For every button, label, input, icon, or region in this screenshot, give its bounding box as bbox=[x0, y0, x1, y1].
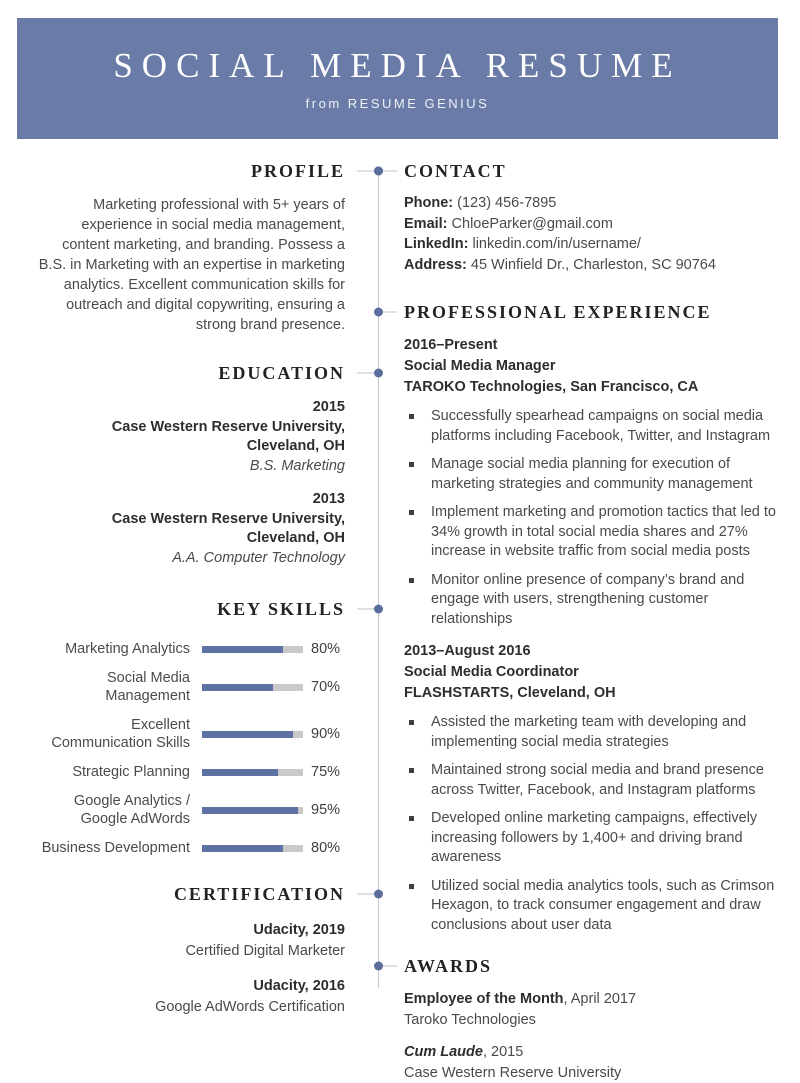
skill-percent: 70% bbox=[311, 679, 345, 695]
timeline-connector bbox=[357, 890, 383, 899]
skill-percent: 80% bbox=[311, 641, 345, 657]
job-bullet bbox=[404, 713, 780, 752]
award-item bbox=[404, 1042, 780, 1083]
education-school: Case Western Reserve University, Cleveland, OH bbox=[110, 418, 345, 457]
connector-dash bbox=[357, 171, 374, 172]
timeline-dot bbox=[374, 962, 383, 971]
certification-name: Google AdWords Certification bbox=[35, 997, 345, 1018]
skill-row bbox=[35, 669, 345, 705]
bullet-square-icon bbox=[409, 462, 414, 467]
job-bullet bbox=[404, 877, 780, 936]
job-title: Social Media Coordinator bbox=[404, 662, 780, 683]
education-degree: A.A. Computer Technology bbox=[35, 549, 345, 569]
contact-phone bbox=[404, 193, 780, 214]
skill-bar-track bbox=[202, 769, 303, 776]
certification-heading: CERTIFICATION bbox=[35, 883, 345, 905]
contact-address bbox=[404, 255, 780, 276]
certification-item bbox=[35, 920, 345, 961]
awards-heading: AWARDS bbox=[404, 955, 780, 977]
certification-name: Certified Digital Marketer bbox=[35, 941, 345, 962]
bullet-text: Maintained strong social media and brand presence across Twitter, Facebook, and Instagram platforms bbox=[431, 762, 764, 798]
contact-label: Phone: bbox=[404, 195, 453, 211]
job-bullet bbox=[404, 407, 780, 446]
skill-row bbox=[35, 640, 345, 658]
certification-item bbox=[35, 976, 345, 1017]
bullet-text: Manage social media planning for execution of marketing strategies and community management bbox=[431, 456, 753, 492]
award-title: Cum Laude bbox=[404, 1044, 483, 1060]
skill-label: Marketing Analytics bbox=[35, 640, 190, 658]
job-period: 2013–August 2016 bbox=[404, 641, 780, 662]
section-contact-heading bbox=[404, 160, 780, 182]
skill-bar-track bbox=[202, 646, 303, 653]
skill-bar-track bbox=[202, 845, 303, 852]
bullet-square-icon bbox=[409, 510, 414, 515]
contact-linkedin bbox=[404, 234, 780, 255]
timeline-dot bbox=[374, 890, 383, 899]
award-item bbox=[404, 989, 780, 1030]
bullet-text: Developed online marketing campaigns, effectively increasing followers by 1,400+ and driving brand awareness bbox=[431, 810, 757, 865]
skills-bar-chart bbox=[35, 640, 345, 857]
education-heading: EDUCATION bbox=[35, 362, 345, 384]
skill-label: Strategic Planning bbox=[35, 763, 190, 781]
timeline-gutter bbox=[345, 160, 404, 1083]
contact-list bbox=[404, 193, 780, 275]
job-bullet bbox=[404, 809, 780, 868]
job-bullet bbox=[404, 455, 780, 494]
timeline-connector bbox=[374, 167, 397, 176]
job-header bbox=[404, 335, 780, 398]
award-date: , April 2017 bbox=[564, 991, 637, 1007]
education-year: 2013 bbox=[35, 490, 345, 510]
job-company: TAROKO Technologies, San Francisco, CA bbox=[404, 377, 780, 398]
skill-bar-fill bbox=[202, 646, 283, 653]
skill-label: Google Analytics / Google AdWords bbox=[35, 792, 190, 828]
skill-bar-fill bbox=[202, 769, 278, 776]
skill-bar-fill bbox=[202, 684, 273, 691]
skill-row bbox=[35, 839, 345, 857]
right-column bbox=[404, 160, 780, 1083]
bullet-square-icon bbox=[409, 884, 414, 889]
contact-value: 45 Winfield Dr., Charleston, SC 90764 bbox=[467, 257, 716, 273]
bullet-text: Utilized social media analytics tools, such as Crimson Hexagon, to track consumer engagement and draw conclusions about user data bbox=[431, 878, 774, 933]
bullet-text: Monitor online presence of company’s brand and engage with users, strengthening customer relationships bbox=[431, 572, 744, 627]
bullet-square-icon bbox=[409, 578, 414, 583]
profile-text: Marketing professional with 5+ years of experience in social media management, content marketing, and branding. Possess a B.S. in Marketing with an expertise in marketing analytics. Excellent communication skills for outreach and digital copywriting, ensuring a strong brand presence. bbox=[35, 195, 345, 335]
skill-percent: 95% bbox=[311, 802, 345, 818]
section-awards-heading bbox=[404, 955, 780, 977]
award-date: , 2015 bbox=[483, 1044, 523, 1060]
skill-label: Social Media Management bbox=[35, 669, 190, 705]
contact-heading: CONTACT bbox=[404, 160, 780, 182]
page-title: SOCIAL MEDIA RESUME bbox=[113, 46, 681, 86]
education-item bbox=[35, 398, 345, 476]
contact-value: ChloeParker@gmail.com bbox=[448, 216, 613, 232]
skill-row bbox=[35, 792, 345, 828]
skill-percent: 80% bbox=[311, 840, 345, 856]
header-banner bbox=[17, 18, 778, 139]
contact-label: Email: bbox=[404, 216, 448, 232]
job-title: Social Media Manager bbox=[404, 356, 780, 377]
connector-dash bbox=[383, 171, 397, 172]
skill-row bbox=[35, 716, 345, 752]
contact-value: (123) 456-7895 bbox=[453, 195, 556, 211]
contact-label: Address: bbox=[404, 257, 467, 273]
section-profile-heading bbox=[35, 160, 345, 182]
connector-dash bbox=[357, 609, 374, 610]
connector-dash bbox=[357, 373, 374, 374]
award-org: Case Western Reserve University bbox=[404, 1063, 780, 1083]
award-title: Employee of the Month bbox=[404, 991, 564, 1007]
section-key-skills-heading bbox=[35, 598, 345, 620]
bullet-text: Implement marketing and promotion tactics that led to 34% growth in total social media shares and 27% increase in website traffic from social media posts bbox=[431, 504, 776, 559]
skill-percent: 90% bbox=[311, 726, 345, 742]
bullet-square-icon bbox=[409, 816, 414, 821]
timeline-dot bbox=[374, 605, 383, 614]
job-period: 2016–Present bbox=[404, 335, 780, 356]
timeline-connector bbox=[357, 369, 383, 378]
contact-label: LinkedIn: bbox=[404, 236, 468, 252]
content-area bbox=[35, 139, 780, 1083]
left-column bbox=[35, 160, 345, 1083]
job-company: FLASHSTARTS, Cleveland, OH bbox=[404, 683, 780, 704]
connector-dash bbox=[383, 312, 397, 313]
bullet-square-icon bbox=[409, 768, 414, 773]
timeline-dot bbox=[374, 369, 383, 378]
connector-dash bbox=[357, 894, 374, 895]
timeline-connector bbox=[374, 308, 397, 317]
education-degree: B.S. Marketing bbox=[35, 457, 345, 477]
skill-label: Business Development bbox=[35, 839, 190, 857]
skill-label: Excellent Communication Skills bbox=[35, 716, 190, 752]
skill-bar-track bbox=[202, 684, 303, 691]
certification-issuer: Udacity, 2019 bbox=[35, 920, 345, 941]
job-bullet-list bbox=[404, 713, 780, 935]
skill-bar-fill bbox=[202, 807, 298, 814]
bullet-square-icon bbox=[409, 720, 414, 725]
skill-bar-track bbox=[202, 807, 303, 814]
contact-value: linkedin.com/in/username/ bbox=[468, 236, 640, 252]
education-school: Case Western Reserve University, Cleveland, OH bbox=[110, 510, 345, 549]
skill-row bbox=[35, 763, 345, 781]
certification-issuer: Udacity, 2016 bbox=[35, 976, 345, 997]
skill-bar-fill bbox=[202, 731, 293, 738]
job-bullet bbox=[404, 503, 780, 562]
profile-heading: PROFILE bbox=[35, 160, 345, 182]
connector-dash bbox=[383, 966, 397, 967]
timeline-dot bbox=[374, 308, 383, 317]
contact-email bbox=[404, 214, 780, 235]
section-certification-heading bbox=[35, 883, 345, 905]
job-header bbox=[404, 641, 780, 704]
experience-heading: PROFESSIONAL EXPERIENCE bbox=[404, 301, 780, 323]
award-org: Taroko Technologies bbox=[404, 1010, 780, 1031]
timeline-connector bbox=[357, 605, 383, 614]
section-experience-heading bbox=[404, 301, 780, 323]
timeline-connector bbox=[374, 962, 397, 971]
bullet-square-icon bbox=[409, 414, 414, 419]
education-year: 2015 bbox=[35, 398, 345, 418]
education-item bbox=[35, 490, 345, 568]
timeline-dot bbox=[374, 167, 383, 176]
page-subtitle: from RESUME GENIUS bbox=[306, 96, 490, 111]
skill-percent: 75% bbox=[311, 764, 345, 780]
section-education-heading bbox=[35, 362, 345, 384]
bullet-text: Successfully spearhead campaigns on social media platforms including Facebook, Twitter, and Instagram bbox=[431, 408, 770, 444]
key-skills-heading: KEY SKILLS bbox=[35, 598, 345, 620]
skill-bar-fill bbox=[202, 845, 283, 852]
job-bullet bbox=[404, 761, 780, 800]
bullet-text: Assisted the marketing team with developing and implementing social media strategies bbox=[431, 714, 746, 750]
skill-bar-track bbox=[202, 731, 303, 738]
job-bullet-list bbox=[404, 407, 780, 629]
job-bullet bbox=[404, 571, 780, 630]
